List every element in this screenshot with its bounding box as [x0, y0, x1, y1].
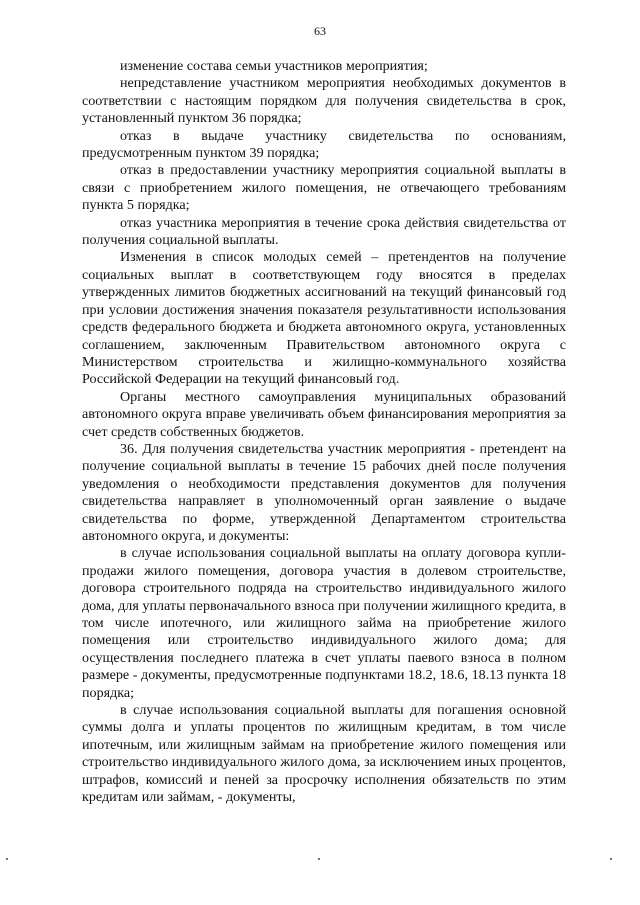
paragraph: в случае использования социальной выплаты для погашения основной суммы долга и уплаты процентов по жилищным кредитам, в том числе ипотечным, или жилищным займам на приобретение жилого помещения или строительство индивидуального жилого дома, за исключением иных процентов, штрафов, комиссий и пеней за просрочку исполнения обязательств по этим кредитам или займам, - документы, [82, 702, 566, 806]
page-number: 63 [314, 24, 326, 38]
paragraph: изменение состава семьи участников мероприятия; [120, 58, 428, 74]
paragraph: отказ участника мероприятия в течение срока действия свидетельства от получения социальной выплаты. [82, 214, 566, 249]
paragraph: непредставление участником мероприятия необходимых документов в соответствии с настоящим порядком для получения свидетельства в срок, установленный пунктом 36 порядка; [82, 75, 566, 127]
paragraph: отказ в предоставлении участнику мероприятия социальной выплаты в связи с приобретением жилого помещения, не отвечающего требованиям пункта 5 порядка; [82, 162, 566, 214]
scan-speck [610, 858, 612, 860]
paragraph: отказ в выдаче участнику свидетельства по основаниям, предусмотренным пунктом 39 порядка; [82, 127, 566, 162]
scan-speck [318, 858, 320, 860]
scan-speck [6, 858, 8, 860]
paragraph: Органы местного самоуправления муниципальных образований автономного округа вправе увеличивать объем финансирования мероприятия за счет средств собственных бюджетов. [82, 388, 566, 440]
paragraph: в случае использования социальной выплаты на оплату договора купли-продажи жилого помещения, договора участия в долевом строительстве, договора строительного подряда на строительство индивидуального жилого дома, для уплаты первоначального взноса при получении жилищного кредита, в том числе ипотечного, или жилищного займа на приобретение жилого помещения или строительство индивидуального жилого дома; для осуществления последнего платежа в счет уплаты паевого взноса в полном размере - документы, предусмотренные подпунктами 18.2, 18.6, 18.13 пункта 18 порядка; [82, 545, 566, 701]
paragraph: 36. Для получения свидетельства участник мероприятия - претендент на получение социальной выплаты в течение 15 рабочих дней после получения уведомления о необходимости представления документов для получения свидетельства направляет в уполномоченный орган заявление о выдаче свидетельства по форме, утвержденной Департаментом строительства автономного округа, и документы: [82, 440, 566, 544]
paragraph: Изменения в список молодых семей – претендентов на получение социальных выплат в соответствующем году вносятся в пределах утвержденных лимитов бюджетных ассигнований на текущий финансовый год при условии достижения значения показателя результативности использования средств федерального бюджета и бюджета автономного округа, установленных соглашением, заключенным Правительством автономного округа с Министерством строительства и жилищно-коммунального хозяйства Российской Федерации на текущий финансовый год. [82, 249, 566, 388]
document-body [82, 58, 566, 806]
